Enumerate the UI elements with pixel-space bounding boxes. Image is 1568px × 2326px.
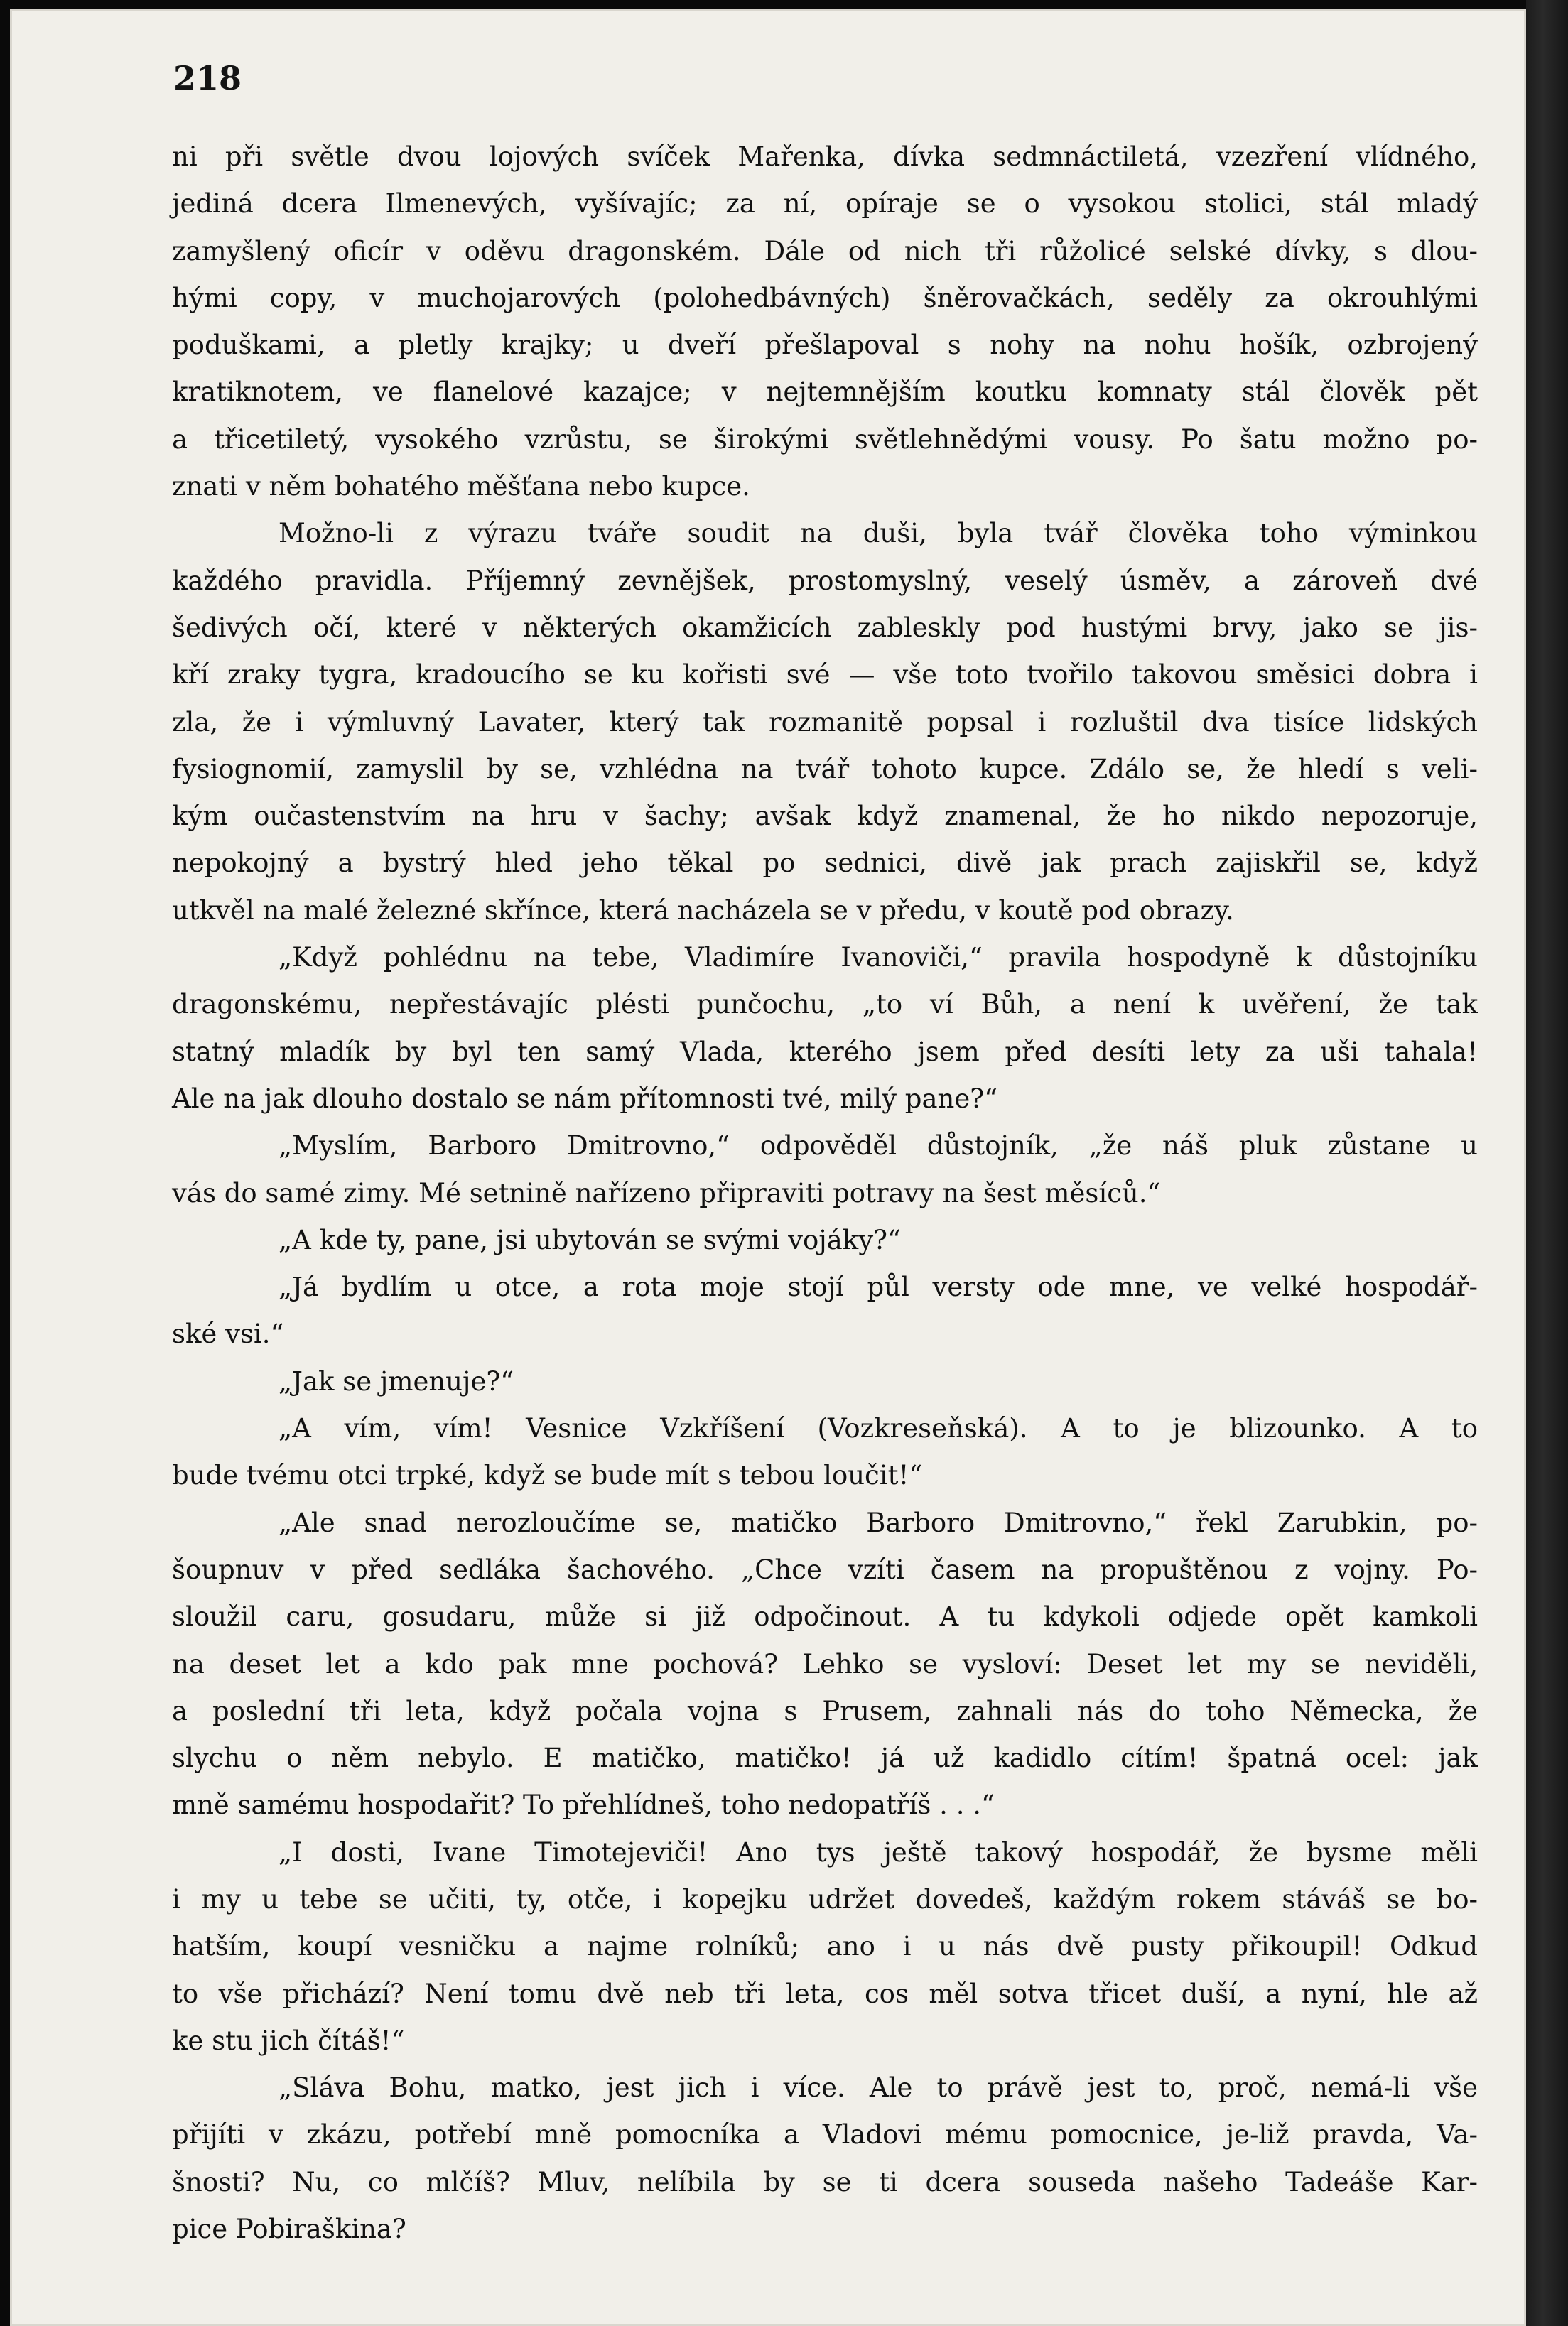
text-line: šoupnuv v před sedláka šachového. „Chce vzíti časem na propuštěnou z vojny. Po- <box>172 1554 1478 1585</box>
text-line: „Jak se jmenuje?“ <box>279 1365 514 1397</box>
text-line: každého pravidla. Příjemný zevnějšek, prostomyslný, veselý úsměv, a zároveň dvé <box>172 565 1478 596</box>
text-line: kým oučastenstvím na hru v šachy; avšak když znamenal, že ho nikdo nepozoruje, <box>172 801 1478 832</box>
text-line: sloužil caru, gosudaru, může si již odpočinout. A tu kdykoli odjede opět kamkoli <box>172 1601 1478 1633</box>
text-line: Ale na jak dlouho dostalo se nám přítomnosti tvé, milý pane?“ <box>172 1083 998 1114</box>
book-page <box>10 9 1526 2326</box>
text-line: kratiknotem, ve flanelové kazajce; v nejtemnějším koutku komnaty stál člověk pět <box>172 377 1478 408</box>
text-line: na deset let a kdo pak mne pochová? Lehko se vysloví: Deset let my se neviděli, <box>172 1648 1478 1679</box>
body-text <box>172 134 1478 2253</box>
text-line: a poslední tři leta, když počala vojna s Prusem, zahnali nás do toho Německa, že <box>172 1695 1478 1726</box>
text-line: ke stu jich čítáš!“ <box>172 2025 405 2056</box>
text-line: utkvěl na malé železné skřínce, která nacházela se v předu, v koutě pod obrazy. <box>172 894 1234 926</box>
text-line: fysiognomií, zamyslil by se, vzhlédna na tvář tohoto kupce. Zdálo se, že hledí s veli- <box>172 753 1478 784</box>
text-line: „Já bydlím u otce, a rota moje stojí půl versty ode mne, ve velké hospodář- <box>279 1272 1478 1303</box>
text-line: vás do samé zimy. Mé setnině nařízeno připraviti potravy na šest měsíců.“ <box>172 1177 1161 1208</box>
text-line: ni při světle dvou lojových svíček Mařenka, dívka sedmnáctiletá, vzezření vlídného, <box>172 141 1478 172</box>
text-line: znati v něm bohatého měšťana nebo kupce. <box>172 471 750 502</box>
text-line: kří zraky tygra, kradoucího se ku kořisti své — vše toto tvořilo takovou směsici dobra i <box>172 659 1478 691</box>
text-line: „Sláva Bohu, matko, jest jich i více. Ale to právě jest to, proč, nemá-li vše <box>279 2072 1478 2104</box>
text-line: statný mladík by byl ten samý Vlada, kterého jsem před desíti lety za uši tahala! <box>172 1036 1478 1067</box>
text-line: slychu o něm nebylo. E matičko, matičko! já už kadidlo cítím! špatná ocel: jak <box>172 1743 1478 1774</box>
text-line: hatším, koupí vesničku a najme rolníků; ano i u nás dvě pusty přikoupil! Odkud <box>172 1931 1478 1962</box>
text-line: Možno-li z výrazu tváře soudit na duši, byla tvář člověka toho výminkou <box>279 518 1478 549</box>
scan-edge <box>1526 0 1568 2326</box>
text-line: „I dosti, Ivane Timotejeviči! Ano tys ještě takový hospodář, že bysme měli <box>279 1837 1478 1868</box>
text-line: ské vsi.“ <box>172 1319 284 1350</box>
text-line: „A kde ty, pane, jsi ubytován se svými vojáky?“ <box>279 1224 901 1255</box>
text-line: poduškami, a pletly krajky; u dveří přešlapoval s nohy na nohu hošík, ozbrojený <box>172 330 1478 361</box>
text-line: šnosti? Nu, co mlčíš? Mluv, nelíbila by se ti dcera souseda našeho Tadeáše Kar- <box>172 2166 1478 2197</box>
text-line: dragonskému, nepřestávajíc plésti punčochu, „to ví Bůh, a není k uvěření, že tak <box>172 989 1478 1020</box>
text-line: zamyšlený oficír v oděvu dragonském. Dále od nich tři růžolicé selské dívky, s dlou- <box>172 235 1478 266</box>
text-line: „Když pohlédnu na tebe, Vladimíre Ivanoviči,“ pravila hospodyně k důstojníku <box>279 942 1478 973</box>
text-line: „Ale snad nerozloučíme se, matičko Barboro Dmitrovno,“ řekl Zarubkin, po- <box>279 1507 1478 1538</box>
text-line: i my u tebe se učiti, ty, otče, i kopejku udržet dovedeš, každým rokem stáváš se bo- <box>172 1883 1478 1915</box>
text-line: mně samému hospodařit? To přehlídneš, toho nedopatříš . . .“ <box>172 1790 995 1821</box>
text-line: to vše přichází? Není tomu dvě neb tři leta, cos měl sotva třicet duší, a nyní, hle až <box>172 1978 1478 2009</box>
text-line: hými copy, v muchojarových (polohedbávných) šněrovačkách, seděly za okrouhlými <box>172 282 1478 313</box>
text-line: bude tvému otci trpké, když se bude mít s tebou loučit!“ <box>172 1460 923 1491</box>
text-line: pice Pobiraškina? <box>172 2214 406 2245</box>
text-line: přijíti v zkázu, potřebí mně pomocníka a Vladovi mému pomocnice, je-liž pravda, Va- <box>172 2119 1478 2151</box>
text-line: jediná dcera Ilmenevých, vyšívajíc; za ní, opíraje se o vysokou stolici, stál mladý <box>172 188 1478 220</box>
page-number: 218 <box>173 59 242 97</box>
text-line: „Myslím, Barboro Dmitrovno,“ odpověděl důstojník, „že náš pluk zůstane u <box>279 1130 1478 1162</box>
text-line: zla, že i výmluvný Lavater, který tak rozmanitě popsal i rozluštil dva tisíce lidských <box>172 706 1478 737</box>
text-line: nepokojný a bystrý hled jeho těkal po sednici, divě jak prach zajiskřil se, když <box>172 848 1478 879</box>
text-line: „A vím, vím! Vesnice Vzkříšení (Vozkreseňská). A to je blizounko. A to <box>279 1413 1478 1444</box>
text-line: šedivých očí, které v některých okamžicích zableskly pod hustými brvy, jako se jis- <box>172 612 1478 643</box>
text-line: a třicetiletý, vysokého vzrůstu, se širokými světlehnědými vousy. Po šatu možno po- <box>172 423 1478 455</box>
